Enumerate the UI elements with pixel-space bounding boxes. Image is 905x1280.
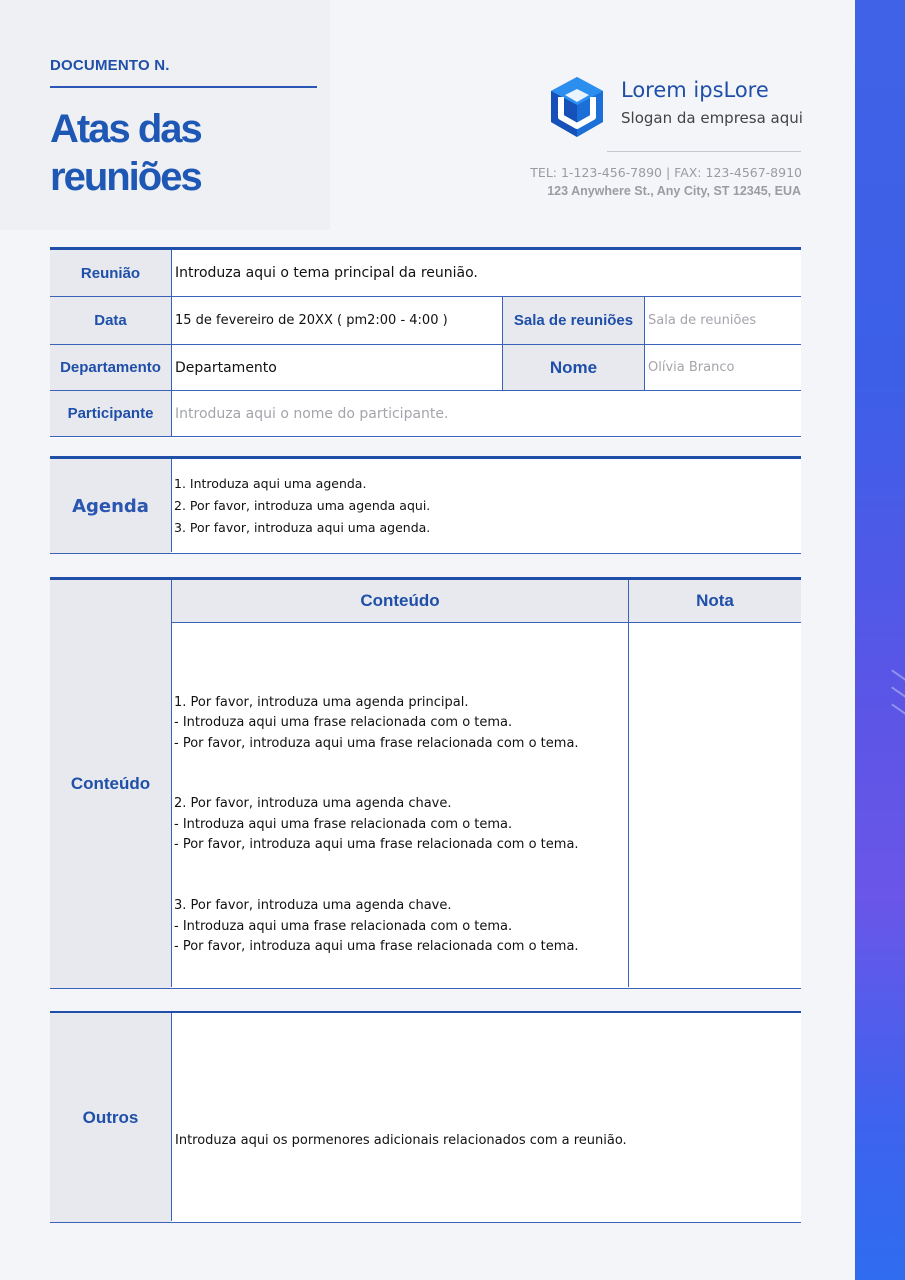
column-divider: [171, 250, 172, 437]
table-row-date: [50, 297, 801, 345]
content-column-header: Conteúdo: [172, 580, 628, 622]
content-line: - Por favor, introduza aqui uma frase relacionada com o tema.: [174, 939, 579, 955]
page-title: Atas das reuniões: [50, 107, 201, 199]
agenda-item: 3. Por favor, introduza aqui uma agenda.: [174, 520, 431, 535]
agenda-item: 1. Introduza aqui uma agenda.: [174, 476, 367, 491]
column-divider: [502, 297, 503, 391]
content-body[interactable]: [174, 693, 626, 958]
content-block-3: [174, 896, 626, 957]
column-divider: [644, 297, 645, 391]
content-line: - Introduza aqui uma frase relacionada com o tema.: [174, 715, 513, 731]
content-line: - Por favor, introduza aqui uma frase relacionada com o tema.: [174, 735, 579, 751]
content-line: - Introduza aqui uma frase relacionada com o tema.: [174, 816, 513, 832]
others-label: Outros: [50, 1013, 171, 1222]
company-address: 123 Anywhere St., Any City, ST 12345, EUA: [547, 184, 801, 198]
company-slogan: Slogan da empresa aqui: [621, 109, 803, 127]
column-divider: [171, 1013, 172, 1221]
note-area[interactable]: [629, 623, 801, 987]
date-label: Data: [50, 297, 171, 344]
table-row-department: [50, 345, 801, 391]
name-label: Nome: [503, 345, 644, 390]
contact-divider: [607, 151, 801, 152]
room-field[interactable]: Sala de reuniões: [648, 313, 757, 328]
table-row-meeting: [50, 250, 801, 297]
content-block-2: [174, 794, 626, 855]
header-divider: [50, 86, 317, 88]
content-line: 2. Por favor, introduza uma agenda chave.: [174, 796, 452, 812]
content-line: 1. Por favor, introduza uma agenda principal.: [174, 695, 469, 710]
table-row-participant: [50, 391, 801, 437]
participant-field[interactable]: Introduza aqui o nome do participante.: [175, 405, 449, 422]
content-block-1: [174, 693, 626, 754]
decorative-side-band: [855, 0, 905, 1280]
agenda-table: [50, 456, 801, 554]
company-name: Lorem ipsLore: [621, 78, 769, 102]
content-line: 3. Por favor, introduza uma agenda chave.: [174, 898, 452, 914]
others-field[interactable]: Introduza aqui os pormenores adicionais relacionados com a reunião.: [175, 1133, 627, 1148]
agenda-list[interactable]: [172, 459, 801, 553]
contact-line: TEL: 1-123-456-7890 | FAX: 123-4567-8910: [530, 165, 802, 180]
document-number-label: DOCUMENTO N.: [50, 57, 170, 74]
agenda-label: Agenda: [50, 459, 171, 553]
date-field[interactable]: 15 de fevereiro de 20XX ( pm2:00 - 4:00 ): [175, 313, 448, 328]
column-divider: [171, 580, 172, 987]
others-table: [50, 1011, 801, 1223]
meeting-info-table: [50, 247, 801, 438]
meeting-topic-field[interactable]: Introduza aqui o tema principal da reunião.: [175, 265, 478, 281]
note-column-header: Nota: [629, 580, 801, 622]
participant-label: Participante: [50, 391, 171, 436]
company-logo-icon: [549, 76, 605, 138]
content-line: - Por favor, introduza aqui uma frase relacionada com o tema.: [174, 837, 579, 853]
content-line: - Introduza aqui uma frase relacionada com o tema.: [174, 918, 513, 934]
department-label: Departamento: [50, 345, 171, 390]
name-field[interactable]: Olívia Branco: [648, 360, 735, 375]
agenda-item: 2. Por favor, introduza uma agenda aqui.: [174, 498, 431, 513]
department-field[interactable]: Departamento: [175, 359, 277, 376]
content-table: [50, 577, 801, 989]
room-label: Sala de reuniões: [503, 297, 644, 344]
content-section-label: Conteúdo: [50, 580, 171, 988]
meeting-label: Reunião: [50, 250, 171, 296]
